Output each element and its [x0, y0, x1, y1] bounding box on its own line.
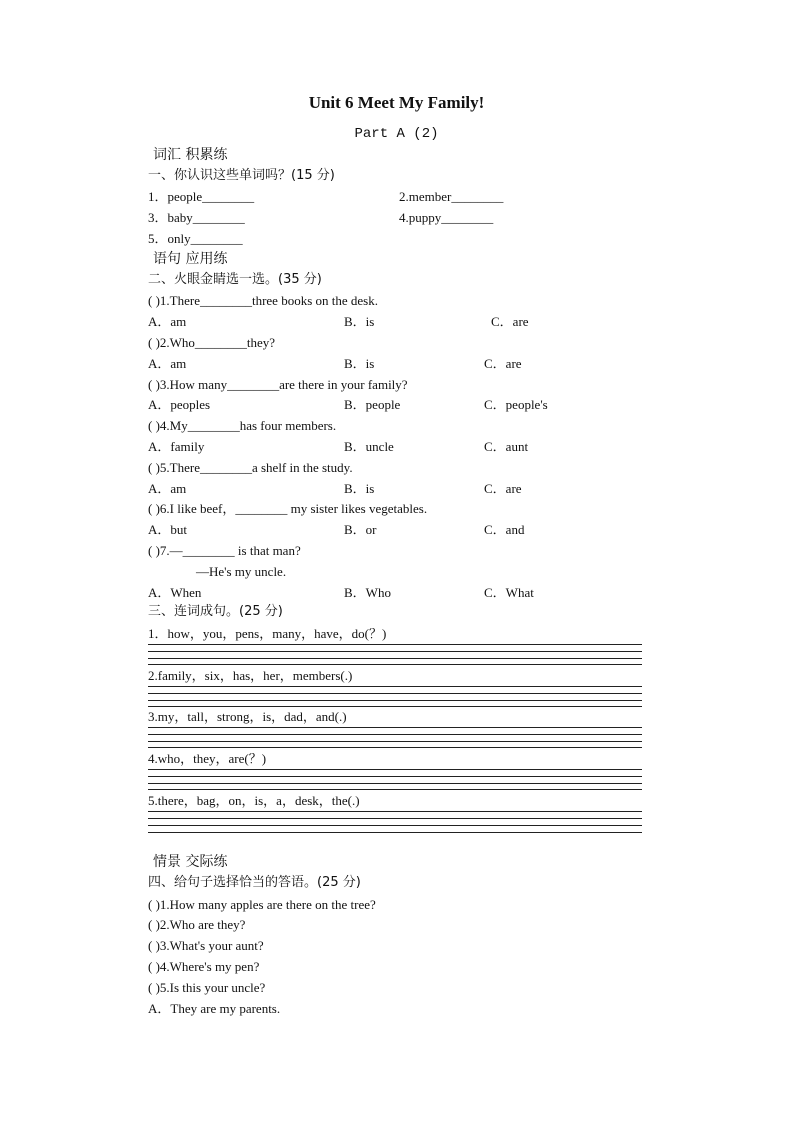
word-item-1: 1．people________: [148, 189, 255, 204]
sentence-item-4: 4.who，they，are(？): [148, 751, 267, 766]
mc-option-1c: C．are: [491, 314, 529, 329]
mc-option-3b: B．people: [344, 397, 401, 412]
answer-line: [148, 686, 642, 687]
answer-line: [148, 769, 642, 770]
mc-option-7a: A．When: [148, 585, 202, 600]
answer-line: [148, 658, 642, 659]
mc-question-2: ( )2.Who________they?: [148, 335, 276, 350]
answer-line: [148, 644, 642, 645]
answer-line: [148, 651, 642, 652]
answer-line: [148, 727, 642, 728]
mc-option-2c: C．are: [484, 356, 522, 371]
mc-option-4a: A．family: [148, 439, 205, 454]
response-question-3: ( )3.What's your aunt?: [148, 938, 264, 953]
mc-option-5c: C．are: [484, 481, 522, 496]
response-question-1: ( )1.How many apples are there on the tree?: [148, 897, 376, 912]
response-question-2: ( )2.Who are they?: [148, 917, 246, 932]
response-option-a: A．They are my parents.: [148, 1001, 281, 1016]
mc-option-6c: C．and: [484, 522, 525, 537]
mc-option-7c: C．What: [484, 585, 534, 600]
part-one-instruction: 一、你认识这些单词吗？(15 分): [148, 168, 335, 183]
word-item-4: 4.puppy________: [399, 210, 494, 225]
mc-option-4b: B．uncle: [344, 439, 394, 454]
mc-option-1b: B．is: [344, 314, 375, 329]
page-subtitle: Part A (2): [354, 126, 439, 142]
mc-option-6b: B．or: [344, 522, 377, 537]
mc-option-2b: B．is: [344, 356, 375, 371]
response-question-5: ( )5.Is this your uncle?: [148, 980, 266, 995]
word-item-5: 5．only________: [148, 231, 243, 246]
section-heading-sentences: 语句 应用练: [153, 251, 228, 267]
answer-line: [148, 789, 642, 790]
mc-question-6: ( )6.I like beef，________ my sister likes vegetables.: [148, 501, 428, 516]
answer-line: [148, 818, 642, 819]
mc-option-7b: B．Who: [344, 585, 391, 600]
mc-question-3: ( )3.How many________are there in your family?: [148, 377, 408, 392]
mc-question-1: ( )1.There________three books on the desk.: [148, 293, 378, 308]
mc-option-3c: C．people's: [484, 397, 548, 412]
mc-option-1a: A．am: [148, 314, 187, 329]
sentence-item-1: 1．how，you，pens，many，have，do(？): [148, 626, 387, 641]
part-four-instruction: 四、给句子选择恰当的答语。(25 分): [148, 875, 361, 890]
sentence-item-5: 5.there，bag，on，is，a，desk，the(.): [148, 793, 360, 808]
part-two-instruction: 二、火眼金睛选一选。(35 分): [148, 272, 322, 287]
mc-option-2a: A．am: [148, 356, 187, 371]
answer-line: [148, 811, 642, 812]
answer-line: [148, 832, 642, 833]
answer-line: [148, 741, 642, 742]
answer-line: [148, 825, 642, 826]
word-item-3: 3．baby________: [148, 210, 245, 225]
section-heading-communication: 情景 交际练: [153, 854, 228, 870]
mc-option-3a: A．peoples: [148, 397, 211, 412]
answer-line: [148, 693, 642, 694]
mc-question-7: ( )7.—________ is that man?: [148, 543, 301, 558]
sentence-item-2: 2.family，six，has，her，members(.): [148, 668, 353, 683]
sentence-item-3: 3.my，tall，strong，is，dad，and(.): [148, 709, 347, 724]
mc-option-4c: C．aunt: [484, 439, 529, 454]
answer-line: [148, 776, 642, 777]
answer-line: [148, 706, 642, 707]
page-title: Unit 6 Meet My Family!: [308, 93, 485, 112]
answer-line: [148, 700, 642, 701]
answer-line: [148, 664, 642, 665]
answer-line: [148, 734, 642, 735]
answer-line: [148, 783, 642, 784]
section-heading-vocabulary: 词汇 积累练: [153, 147, 228, 163]
mc-question-5: ( )5.There________a shelf in the study.: [148, 460, 353, 475]
mc-option-5a: A．am: [148, 481, 187, 496]
word-item-2: 2.member________: [399, 189, 504, 204]
mc-question-4: ( )4.My________has four members.: [148, 418, 337, 433]
mc-question-7-reply: —He's my uncle.: [196, 564, 287, 579]
part-three-instruction: 三、连词成句。(25 分): [148, 604, 283, 619]
response-question-4: ( )4.Where's my pen?: [148, 959, 260, 974]
mc-option-5b: B．is: [344, 481, 375, 496]
answer-line: [148, 747, 642, 748]
mc-option-6a: A．but: [148, 522, 188, 537]
